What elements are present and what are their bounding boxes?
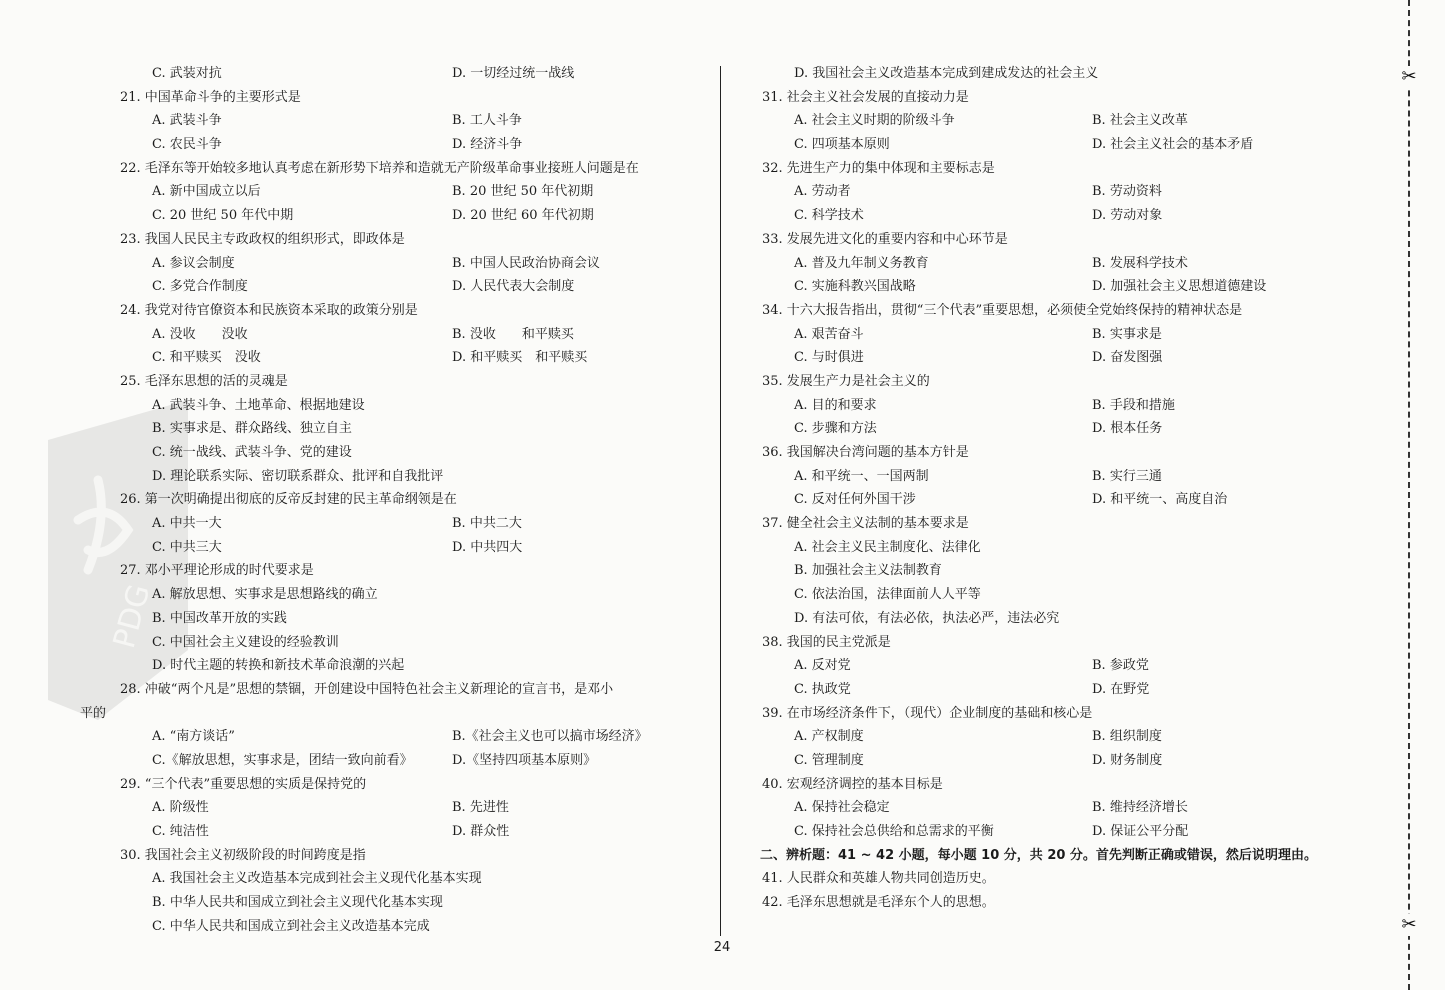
option-row (120, 512, 710, 536)
option-row (762, 252, 1337, 276)
option-row (120, 441, 710, 465)
question-stem: 37. 健全社会主义法制的基本要求是 (762, 516, 969, 532)
option-text: C. 依法治国，法律面前人人平等 (794, 587, 981, 603)
option-row (762, 725, 1337, 749)
option-text: D. 我国社会主义改造基本完成到建成发达的社会主义 (794, 66, 1099, 81)
option-text: A. 反对党 (794, 658, 851, 674)
option-row (762, 488, 1337, 512)
option-row (762, 275, 1337, 299)
option-text: A. 武装斗争、土地革命、根据地建设 (152, 397, 365, 413)
scissors-icon: ✂ (1401, 66, 1417, 87)
left-column (80, 62, 710, 938)
option-row (120, 725, 710, 749)
option-row (762, 133, 1337, 157)
option-row (762, 536, 1337, 560)
scissors-icon: ✂ (1401, 914, 1417, 935)
option-text: D. 和平赎买 和平赎买 (452, 350, 588, 366)
option-row (762, 417, 1337, 441)
option-text: A. 参议会制度 (152, 255, 235, 271)
question-stem: 26. 第一次明确提出彻底的反帝反封建的民主革命纲领是在 (120, 492, 457, 508)
option-text: B. 中华人民共和国成立到社会主义现代化基本实现 (152, 895, 443, 911)
option-text: A. 没收 没收 (152, 326, 248, 342)
option-text: B. 中国人民政治协商会议 (452, 255, 600, 271)
option-text: B. 中国改革开放的实践 (152, 610, 287, 626)
question-stem: 34. 十六大报告指出，贯彻“三个代表”重要思想，必须使全党始终保持的精神状态是 (762, 302, 1243, 318)
question-stem: 25. 毛泽东思想的活的灵魂是 (120, 373, 288, 389)
question-stem: 21. 中国革命斗争的主要形式是 (120, 89, 301, 105)
option-row (120, 654, 710, 678)
option-text: B. 工人斗争 (452, 113, 522, 129)
option-row (120, 323, 710, 347)
option-row (762, 323, 1337, 347)
option-row (120, 417, 710, 441)
option-text: B. 中共二大 (452, 516, 522, 532)
option-row (120, 631, 710, 655)
option-text: B. 维持经济增长 (1092, 800, 1188, 816)
option-text: D. 中共四大 (452, 539, 523, 555)
question-stem: 33. 发展先进文化的重要内容和中心环节是 (762, 231, 1008, 247)
option-row (120, 252, 710, 276)
option-text: A. 中共一大 (152, 516, 222, 532)
option-text: A. 和平统一、一国两制 (794, 468, 929, 484)
option-text: C. 中华人民共和国成立到社会主义改造基本完成 (152, 918, 430, 934)
option-text: C. 20 世纪 50 年代中期 (152, 208, 294, 224)
option-row (762, 180, 1337, 204)
option-text: D. 理论联系实际、密切联系群众、批评和自我批评 (152, 468, 444, 484)
option-row (120, 820, 710, 844)
option-text: C. 执政党 (794, 681, 851, 697)
option-text: C. 和平赎买 没收 (152, 350, 261, 366)
option-text: D. 在野党 (1092, 681, 1150, 697)
question-stem: 36. 我国解决台湾问题的基本方针是 (762, 445, 969, 460)
option-text: B. 实事求是、群众路线、独立自主 (152, 421, 352, 437)
question-stem: 32. 先进生产力的集中体现和主要标志是 (762, 160, 995, 176)
option-row (120, 465, 710, 489)
option-row (762, 465, 1337, 489)
option-text: C. 管理制度 (794, 752, 864, 768)
option-text: C.《解放思想，实事求是，团结一致向前看》 (152, 752, 413, 768)
option-text: D. 奋发图强 (1092, 350, 1163, 366)
question-stem: 29. “三个代表”重要思想的实质是保持党的 (120, 776, 367, 792)
option-text: A. 目的和要求 (794, 397, 877, 413)
option-row (762, 204, 1337, 228)
question-stem: 39. 在市场经济条件下，（现代）企业制度的基础和核心是 (762, 705, 1093, 721)
option-row (762, 583, 1337, 607)
option-text: B. 加强社会主义法制教育 (794, 563, 942, 579)
section-heading: 二、辨析题：41 ~ 42 小题，每小题 10 分，共 20 分。首先判断正确或错误，然后说明理由。 (760, 847, 1317, 863)
option-text: A. 新中国成立以后 (152, 184, 261, 200)
option-text: C. 中国社会主义建设的经验教训 (152, 634, 339, 650)
question-stem-continuation (80, 702, 710, 726)
option-text: B. 发展科学技术 (1092, 255, 1188, 271)
question-stem: 27. 邓小平理论形成的时代要求是 (120, 563, 314, 579)
option-text: B. 实行三通 (1092, 468, 1162, 484)
option-text: C. 统一战线、武装斗争、党的建设 (152, 445, 352, 460)
option-row (120, 394, 710, 418)
watermark-text: PDG (106, 580, 158, 653)
option-text: A. “南方谈话” (152, 729, 235, 745)
option-text: A. 社会主义时期的阶级斗争 (794, 113, 955, 129)
option-row (120, 346, 710, 370)
option-text: D. 有法可依，有法必依，执法必严，违法必究 (794, 610, 1060, 626)
option-text: A. 阶级性 (152, 800, 209, 816)
question-stem: 24. 我党对待官僚资本和民族资本采取的政策分别是 (120, 302, 418, 318)
option-text: B. 参政党 (1092, 658, 1149, 674)
option-text: D. 根本任务 (1092, 421, 1163, 437)
option-row (120, 109, 710, 133)
option-text: D. 财务制度 (1092, 752, 1163, 768)
option-text: D. 经济斗争 (452, 137, 523, 153)
option-row (120, 749, 710, 773)
option-text: C. 保持社会总供给和总需求的平衡 (794, 824, 994, 839)
option-row (120, 607, 710, 631)
option-row (120, 62, 710, 86)
option-row (120, 867, 710, 891)
option-text: B. 没收 和平赎买 (452, 326, 574, 342)
column-divider (720, 66, 721, 936)
option-row (762, 394, 1337, 418)
stem-text: 平的 (80, 705, 107, 721)
option-text: C. 与时俱进 (794, 350, 864, 366)
question-stem: 30. 我国社会主义初级阶段的时间跨度是指 (120, 847, 366, 863)
question-stem: 23. 我国人民民主专政政权的组织形式，即政体是 (120, 231, 405, 247)
option-text: C. 四项基本原则 (794, 137, 890, 153)
question-stem: 28. 冲破“两个凡是”思想的禁锢，开创建设中国特色社会主义新理论的宣言书，是邓小 (120, 681, 614, 697)
option-text: C. 纯洁性 (152, 824, 209, 839)
option-row (120, 583, 710, 607)
question-stem: 35. 发展生产力是社会主义的 (762, 373, 930, 389)
option-row (120, 204, 710, 228)
option-text: B. 劳动资料 (1092, 184, 1162, 200)
option-text: C. 中共三大 (152, 539, 222, 555)
option-row (120, 133, 710, 157)
question-stem: 42. 毛泽东思想就是毛泽东个人的思想。 (762, 895, 995, 911)
option-text: B. 手段和措施 (1092, 397, 1175, 413)
option-text: C. 反对任何外国干涉 (794, 492, 916, 508)
option-text: C. 农民斗争 (152, 137, 222, 153)
option-text: A. 保持社会稳定 (794, 800, 890, 816)
option-row (120, 275, 710, 299)
cut-line (1408, 0, 1410, 990)
option-text: D. 保证公平分配 (1092, 824, 1189, 839)
option-text: A. 社会主义民主制度化、法律化 (794, 539, 981, 555)
option-text: C. 步骤和方法 (794, 421, 877, 437)
option-text: D. 20 世纪 60 年代初期 (452, 208, 594, 224)
option-text: D. 人民代表大会制度 (452, 279, 575, 295)
option-text: A. 产权制度 (794, 729, 864, 745)
option-text: A. 普及九年制义务教育 (794, 255, 929, 271)
option-text: B. 20 世纪 50 年代初期 (452, 184, 594, 200)
option-row (120, 180, 710, 204)
option-row (762, 820, 1337, 844)
option-row (120, 915, 710, 939)
option-row (762, 559, 1337, 583)
option-text: D. 时代主题的转换和新技术革命浪潮的兴起 (152, 658, 405, 674)
option-row (120, 891, 710, 915)
option-text: A. 艰苦奋斗 (794, 326, 864, 342)
option-text: D. 加强社会主义思想道德建设 (1092, 279, 1267, 295)
option-row (762, 654, 1337, 678)
option-text: D. 社会主义社会的基本矛盾 (1092, 137, 1254, 153)
option-text: A. 劳动者 (794, 184, 851, 200)
option-text: A. 解放思想、实事求是思想路线的确立 (152, 587, 378, 603)
option-text: B. 先进性 (452, 800, 509, 816)
option-text: D.《坚持四项基本原则》 (452, 752, 597, 768)
option-row (120, 796, 710, 820)
option-row (120, 536, 710, 560)
option-text: C. 实施科教兴国战略 (794, 279, 916, 295)
question-stem: 31. 社会主义社会发展的直接动力是 (762, 89, 969, 105)
question-stem: 41. 人民群众和英雄人物共同创造历史。 (762, 871, 995, 887)
option-text: C. 武装对抗 (152, 66, 222, 81)
question-stem: 40. 宏观经济调控的基本目标是 (762, 776, 943, 792)
option-text: D. 劳动对象 (1092, 208, 1163, 224)
option-text: B. 实事求是 (1092, 326, 1162, 342)
page-number: 24 (713, 940, 731, 955)
option-text: A. 武装斗争 (152, 113, 222, 129)
option-row (762, 346, 1337, 370)
option-row (762, 678, 1337, 702)
option-text: B. 组织制度 (1092, 729, 1162, 745)
option-text: B. 社会主义改革 (1092, 113, 1188, 129)
option-text: A. 我国社会主义改造基本完成到社会主义现代化基本实现 (152, 871, 482, 887)
option-text: D. 一切经过统一战线 (452, 66, 575, 81)
question-stem: 22. 毛泽东等开始较多地认真考虑在新形势下培养和造就无产阶级革命事业接班人问题是在 (120, 160, 639, 176)
option-row (762, 796, 1337, 820)
option-text: C. 多党合作制度 (152, 279, 248, 295)
option-row (762, 109, 1337, 133)
option-text: D. 群众性 (452, 824, 510, 839)
question-stem: 38. 我国的民主党派是 (762, 634, 891, 650)
option-row (762, 62, 1337, 86)
option-row (762, 749, 1337, 773)
option-text: D. 和平统一、高度自治 (1092, 492, 1228, 508)
right-column (762, 62, 1337, 915)
option-text: B.《社会主义也可以搞市场经济》 (452, 729, 648, 745)
option-row (762, 607, 1337, 631)
option-text: C. 科学技术 (794, 208, 864, 224)
